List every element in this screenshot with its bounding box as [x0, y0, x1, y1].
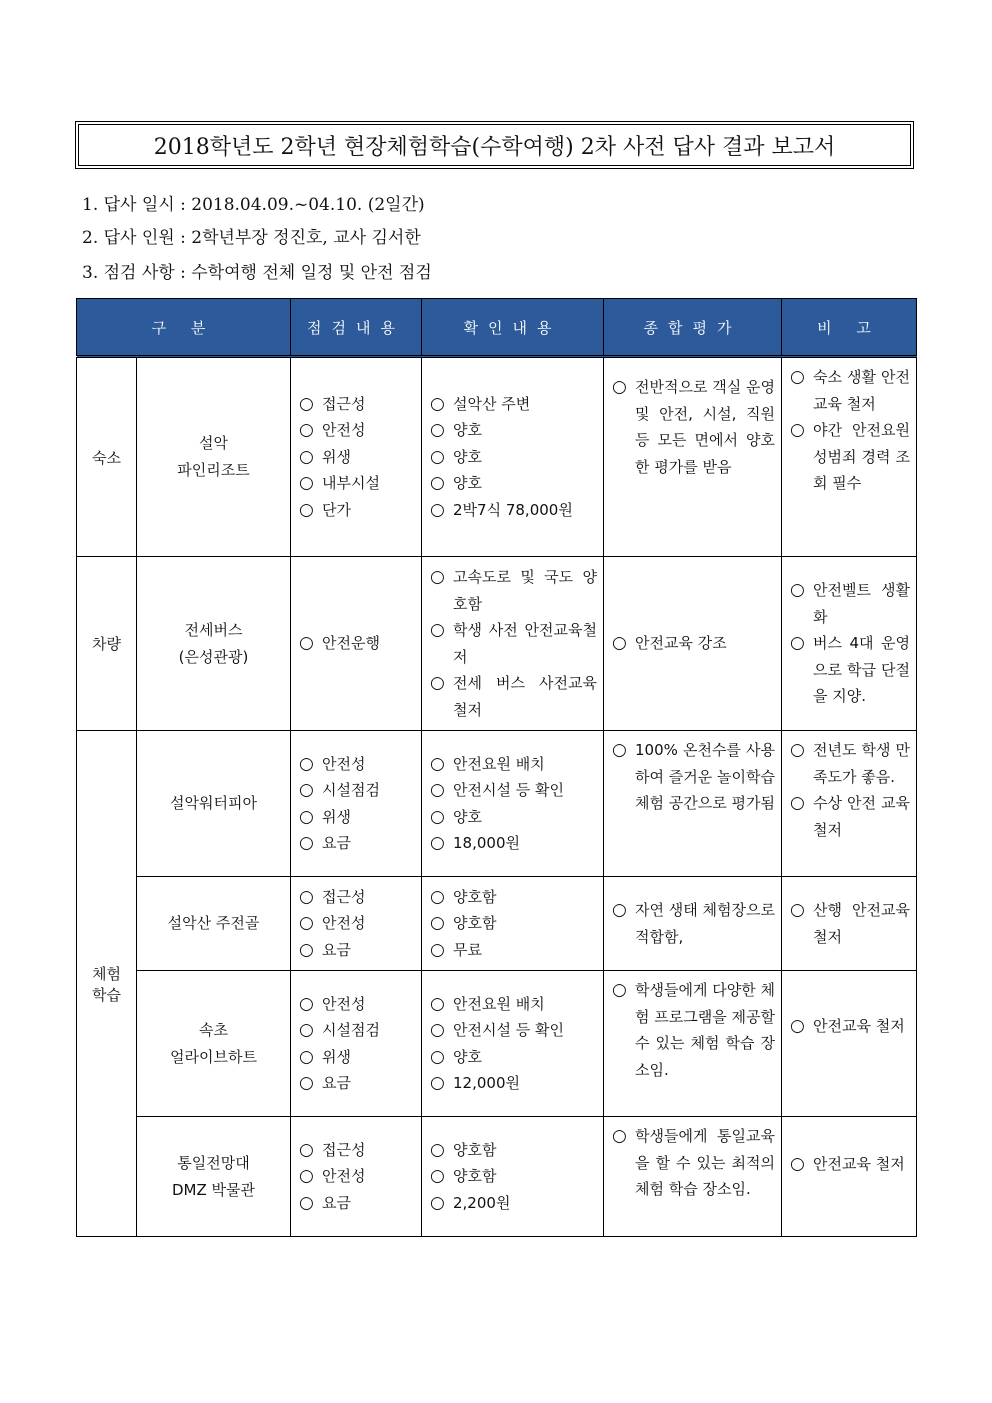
table-row	[77, 731, 917, 877]
list-item: ○ 양호함	[430, 1137, 597, 1164]
category-lodging: 숙소	[77, 357, 137, 557]
table-row	[77, 1117, 917, 1237]
list-item: ○ 18,000원	[430, 830, 597, 857]
list-item: ○ 양호	[430, 417, 597, 444]
header-check: 점검내용	[291, 299, 422, 357]
list-item: ○ 100% 온천수를 사용하여 즐거운 놀이학습 체험 공간으로 평가됨	[612, 737, 775, 817]
info-members: 2. 답사 인원 : 2학년부장 정진호, 교사 김서한	[82, 228, 421, 248]
name-line: 설악	[199, 434, 228, 452]
list-item: ○ 설악산 주변	[430, 391, 597, 418]
list-item: ○ 요금	[299, 830, 415, 857]
name-line: 파인리조트	[177, 461, 250, 479]
list-item: ○ 안전운행	[299, 630, 415, 657]
name-line: 설악산 주전골	[167, 914, 260, 932]
title-box	[75, 121, 914, 169]
list-item: ○ 위생	[299, 804, 415, 831]
table-row	[77, 557, 917, 731]
table-row	[77, 357, 917, 557]
list-item: ○ 학생들에게 통일교육을 할 수 있는 최적의 체험 학습 장소임.	[612, 1123, 775, 1203]
header-row	[77, 299, 917, 357]
list-item: ○ 안전교육 강조	[612, 630, 775, 657]
experience-check	[291, 877, 422, 971]
name-line: 속초	[199, 1020, 228, 1039]
experience-check	[291, 1117, 422, 1237]
header-confirm: 확인내용	[422, 299, 604, 357]
experience-evaluation	[604, 1117, 782, 1237]
list-item: ○ 접근성	[299, 391, 415, 418]
list-item: ○ 버스 4대 운영으로 학급 단절을 지양.	[790, 630, 910, 710]
experience-remarks	[782, 731, 917, 877]
list-item: ○ 안전교육 철저	[790, 1151, 910, 1178]
experience-name	[137, 731, 291, 877]
name-line: DMZ 박물관	[171, 1180, 255, 1199]
vehicle-remarks	[782, 557, 917, 731]
list-item: ○ 안전벨트 생활화	[790, 577, 910, 630]
experience-name	[137, 877, 291, 971]
list-item: ○ 학생 사전 안전교육철저	[430, 617, 597, 670]
experience-confirm	[422, 731, 604, 877]
experience-remarks	[782, 1117, 917, 1237]
experience-check	[291, 971, 422, 1117]
list-item: ○ 산행 안전교육 철저	[790, 897, 910, 950]
experience-confirm	[422, 971, 604, 1117]
list-item: ○ 위생	[299, 1044, 415, 1071]
list-item: ○ 안전요원 배치	[430, 991, 597, 1018]
list-item: ○ 요금	[299, 1070, 415, 1097]
lodging-evaluation	[604, 357, 782, 557]
experience-confirm	[422, 877, 604, 971]
list-item: ○ 양호	[430, 1044, 597, 1071]
list-item: ○ 요금	[299, 1190, 415, 1217]
list-item: ○ 접근성	[299, 884, 415, 911]
category-experience	[77, 731, 137, 1237]
list-item: ○ 무료	[430, 937, 597, 964]
list-item: ○ 양호함	[430, 884, 597, 911]
table-row	[77, 877, 917, 971]
name-line: 설악워터피아	[170, 794, 257, 812]
vehicle-name	[137, 557, 291, 731]
list-item: ○ 안전시설 등 확인	[430, 777, 597, 804]
table-row	[77, 971, 917, 1117]
lodging-confirm	[422, 357, 604, 557]
list-item: ○ 전반적으로 객실 운영 및 안전, 시설, 직원 등 모든 면에서 양호한 평가를 받음	[612, 374, 775, 480]
header-division: 구 분	[77, 299, 291, 357]
list-item: ○ 양호	[430, 804, 597, 831]
list-item: ○ 전세 버스 사전교육 철저	[430, 670, 597, 723]
list-item: ○ 양호함	[430, 910, 597, 937]
experience-name	[137, 971, 291, 1117]
experience-remarks	[782, 877, 917, 971]
experience-confirm	[422, 1117, 604, 1237]
list-item: ○ 안전성	[299, 991, 415, 1018]
list-item: ○ 2,200원	[430, 1190, 597, 1217]
list-item: ○ 위생	[299, 444, 415, 471]
list-item: ○ 고속도로 및 국도 양호함	[430, 564, 597, 617]
experience-check	[291, 731, 422, 877]
experience-evaluation	[604, 877, 782, 971]
list-item: ○ 양호	[430, 444, 597, 471]
list-item: ○ 숙소 생활 안전 교육 철저	[790, 364, 910, 417]
list-item: ○ 2박7식 78,000원	[430, 497, 597, 524]
info-date: 1. 답사 일시 : 2018.04.09.~04.10. (2일간)	[82, 195, 425, 215]
header-remarks: 비 고	[782, 299, 917, 357]
lodging-remarks	[782, 357, 917, 557]
list-item: ○ 양호함	[430, 1163, 597, 1190]
list-item: ○ 수상 안전 교육 철저	[790, 790, 910, 843]
list-item: ○ 내부시설	[299, 470, 415, 497]
list-item: ○ 12,000원	[430, 1070, 597, 1097]
list-item: ○ 학생들에게 다양한 체험 프로그램을 제공할 수 있는 체험 학습 장소임.	[612, 977, 775, 1083]
list-item: ○ 안전요원 배치	[430, 751, 597, 778]
experience-evaluation	[604, 731, 782, 877]
lodging-check	[291, 357, 422, 557]
list-item: ○ 안전교육 철저	[790, 1013, 910, 1040]
vehicle-confirm	[422, 557, 604, 731]
list-item: ○ 야간 안전요원 성범죄 경력 조회 필수	[790, 417, 910, 497]
list-item: ○ 시설점검	[299, 777, 415, 804]
list-item: ○ 단가	[299, 497, 415, 524]
name-line: 전세버스	[184, 620, 243, 639]
vehicle-evaluation	[604, 557, 782, 731]
experience-evaluation	[604, 971, 782, 1117]
list-item: ○ 시설점검	[299, 1017, 415, 1044]
report-table	[76, 298, 917, 1237]
list-item: ○ 자연 생태 체험장으로 적합함,	[612, 897, 775, 950]
list-item: ○ 안전성	[299, 910, 415, 937]
list-item: ○ 안전성	[299, 1163, 415, 1190]
experience-name	[137, 1117, 291, 1237]
list-item: ○ 안전시설 등 확인	[430, 1017, 597, 1044]
list-item: ○ 요금	[299, 937, 415, 964]
lodging-name	[137, 357, 291, 557]
category-vehicle: 차량	[77, 557, 137, 731]
vehicle-check	[291, 557, 422, 731]
name-line: (은성관광)	[178, 647, 249, 666]
list-item: ○ 안전성	[299, 417, 415, 444]
header-evaluation: 종합평가	[604, 299, 782, 357]
experience-remarks	[782, 971, 917, 1117]
list-item: ○ 양호	[430, 470, 597, 497]
list-item: ○ 접근성	[299, 1137, 415, 1164]
name-line: 통일전망대	[177, 1153, 250, 1172]
name-line: 얼라이브하트	[170, 1047, 257, 1066]
list-item: ○ 안전성	[299, 751, 415, 778]
category-line: 체험	[92, 964, 121, 983]
info-check-items: 3. 점검 사항 : 수학여행 전체 일정 및 안전 점검	[82, 263, 432, 283]
list-item: ○ 전년도 학생 만족도가 좋음.	[790, 737, 910, 790]
document-title: 2018학년도 2학년 현장체험학습(수학여행) 2차 사전 답사 결과 보고서	[78, 124, 911, 166]
category-line: 학습	[92, 985, 121, 1004]
